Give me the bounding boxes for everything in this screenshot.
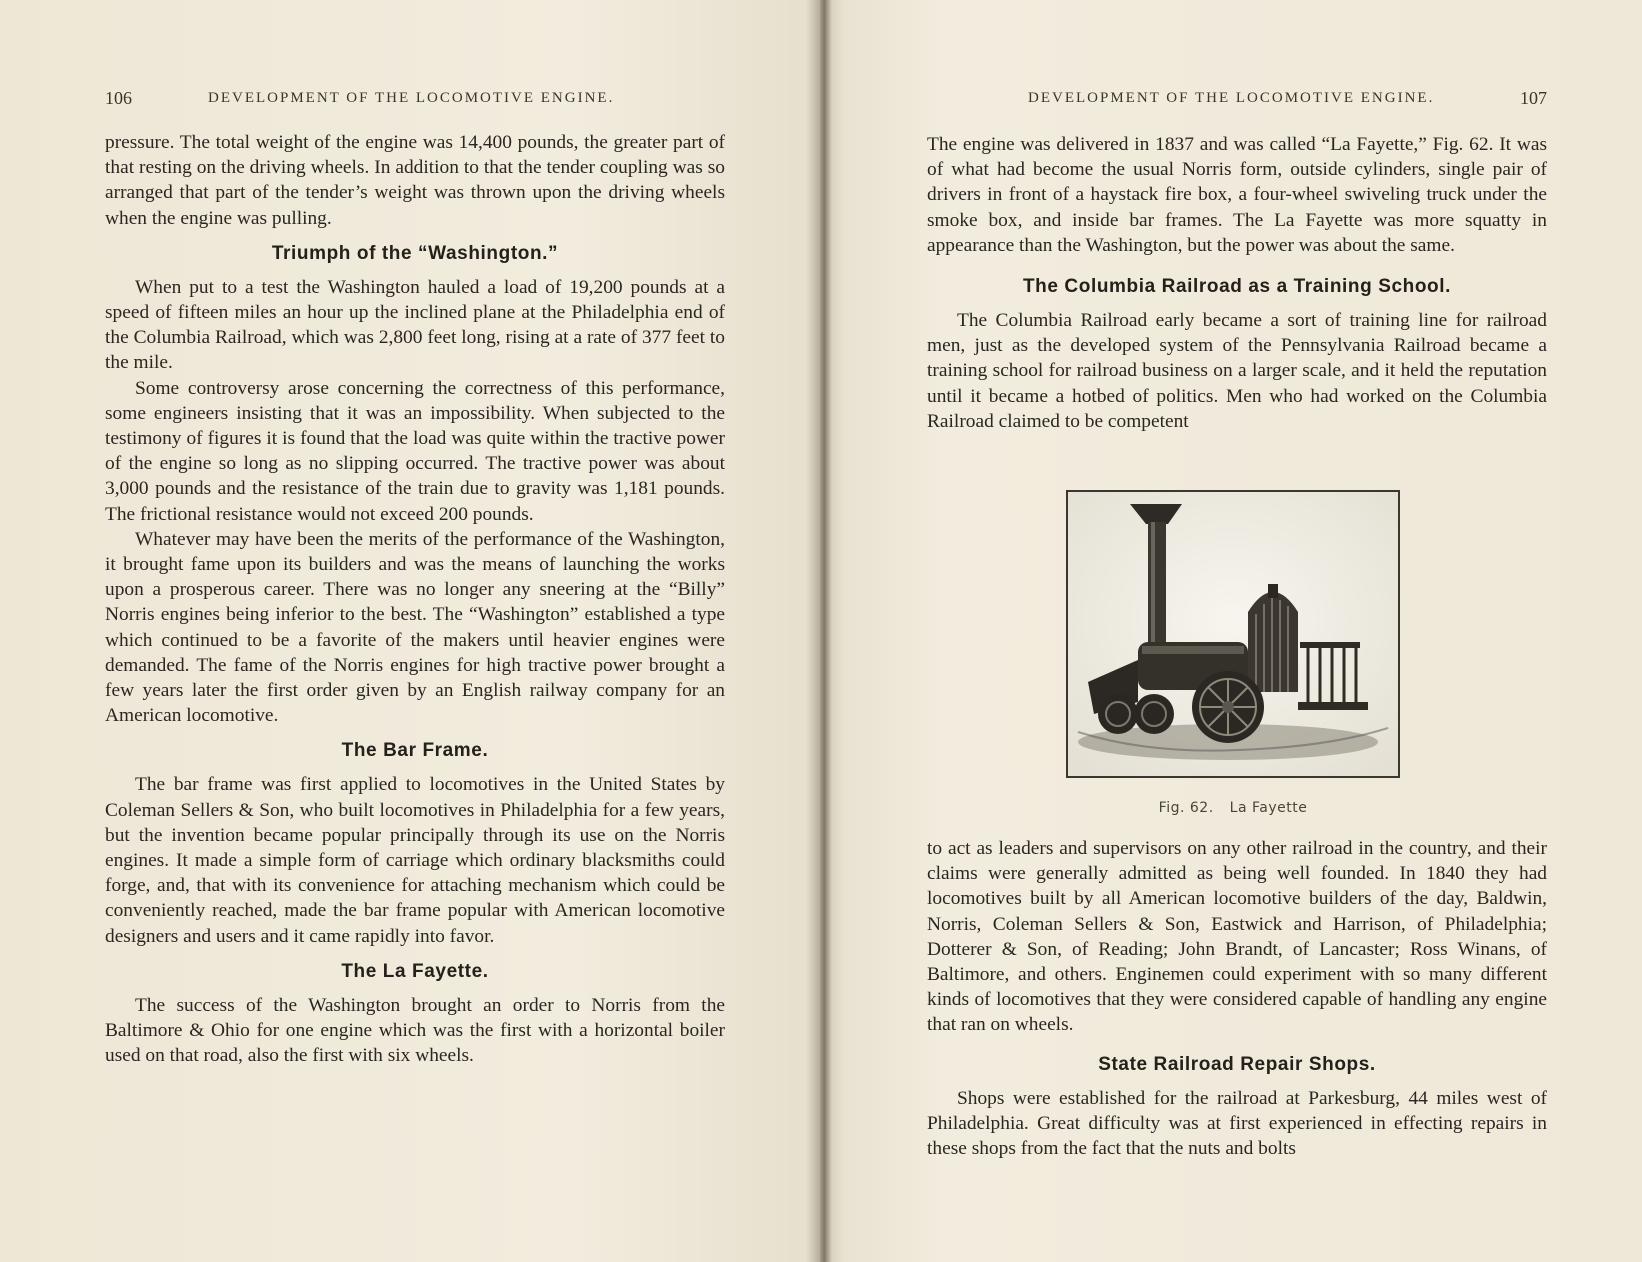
running-head: DEVELOPMENT OF THE LOCOMOTIVE ENGINE. [208, 90, 615, 106]
paragraph: The Columbia Railroad early became a sort of training line for railroad men, just as the developed system of the Pennsylvania Railroad became a training school for railroad business on a larger scale, and it held the reputation until it became a hotbed of politics. Men who had worked on the Columbia Railroad claimed to be competent [927, 310, 1547, 432]
section-heading: The Columbia Railroad as a Training School. [1022, 276, 1452, 298]
figure-label: Fig. 62. [1158, 800, 1214, 816]
figure-locomotive [1066, 490, 1400, 778]
left-text-block [105, 130, 725, 1069]
figure-caption [1066, 800, 1400, 816]
right-page [820, 0, 1642, 1262]
paragraph: The success of the Washington brought an order to Norris from the Baltimore & Ohio for one engine which was the first with a horizontal boiler used on that road, also the first with six wheels. [105, 994, 725, 1067]
left-page [0, 0, 820, 1262]
paragraph: Shops were established for the railroad at Parkesburg, 44 miles west of Philadelphia. Great difficulty was at first experienced in effecting repairs in these shops from the fact that the nuts and bolts [927, 1087, 1547, 1160]
running-head: DEVELOPMENT OF THE LOCOMOTIVE ENGINE. [1028, 90, 1435, 106]
right-text-block-top [927, 132, 1547, 434]
section-heading: The Bar Frame. [341, 740, 489, 762]
paragraph: to act as leaders and supervisors on any other railroad in the country, and their claims were generally admitted as being well founded. In 1840 they had locomotives built by all American locomotive builders of the day, Baldwin, Norris, Coleman Sellers & Son, Eastwick and Harrison, of Philadelphia; Dotterer & Son, of Reading; John Brandt, of Lancaster; Ross Winans, of Baltimore, and others. Enginemen could experiment with so many different kinds of locomotives that they were considered capable of handling any engine that ran on wheels. [927, 838, 1547, 1036]
page-number: 106 [105, 88, 132, 108]
section-heading: The La Fayette. [341, 960, 489, 982]
page-number: 107 [1520, 88, 1547, 108]
paragraph: pressure. The total weight of the engine was 14,400 pounds, the greater part of that resting on the driving wheels. In addition to that the tender coupling was so arranged that part of the tender’s weight was thrown upon the driving wheels when the engine was pulling. [105, 132, 725, 229]
paragraph: Some controversy arose concerning the correctness of this performance, some engineers insisting that it was an impossibility. When subjected to the testimony of figures it is found that the load was quite within the tractive power of the engine so long as no slipping occurred. The tractive power was about 3,000 pounds and the resistance of the train due to gravity was 1,181 pounds. The frictional resistance would not exceed 200 pounds. [105, 377, 725, 525]
section-heading: State Railroad Repair Shops. [1098, 1053, 1376, 1075]
section-heading: Triumph of the “Washington.” [271, 242, 559, 264]
paragraph: When put to a test the Washington hauled a load of 19,200 pounds at a speed of fifteen miles an hour up the inclined plane at the Philadelphia end of the Columbia Railroad, which was 2,800 feet long, rising at a rate of 377 feet to the mile. [105, 276, 725, 374]
paragraph: The bar frame was first applied to locomotives in the United States by Coleman Sellers & Son, who built locomotives in Philadelphia for a few years, but the invention became popular principally through its use on the Norris engines. It made a simple form of carriage which ordinary blacksmiths could forge, and, that with its convenience for attaching mechanism which could be conveniently reached, made the bar frame popular with American locomotive designers and users and it came rapidly into favor. [105, 774, 725, 947]
paragraph: Whatever may have been the merits of the performance of the Washington, it brought fame upon its builders and was the means of launching the works upon a prosperous career. There was no longer any sneering at the “Billy” Norris engines being inferior to the best. The “Washington” established a type which continued to be a favorite of the makers until heavier engines were demanded. The fame of the Norris engines for high tractive power brought a few years later the first order given by an English railway company for an American locomotive. [105, 528, 725, 727]
paragraph: The engine was delivered in 1837 and was called “La Fayette,” Fig. 62. It was of what had become the usual Norris form, outside cylinders, single pair of drivers in front of a haystack fire box, a four-wheel swiveling truck under the smoke box, and inside bar frames. The La Fayette was more squatty in appearance than the Washington, but the power was about the same. [927, 134, 1547, 256]
locomotive-illustration [1068, 492, 1398, 776]
right-text-block-bottom [927, 836, 1547, 1161]
figure-title: La Fayette [1229, 800, 1308, 816]
book-gutter [806, 0, 832, 1262]
